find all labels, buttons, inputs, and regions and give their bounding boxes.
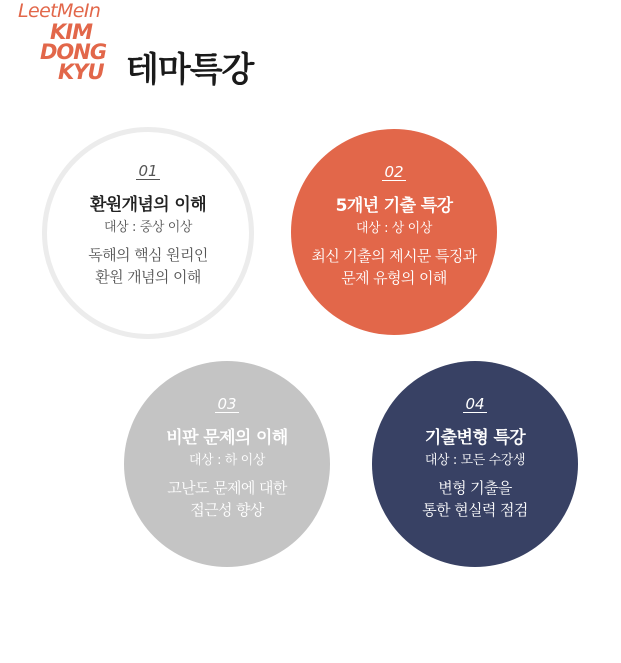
course-title: 5개년 기출 특강 bbox=[335, 196, 453, 216]
course-target: 대상 : 하 이상 bbox=[189, 453, 265, 468]
course-title: 환원개념의 이해 bbox=[89, 195, 207, 215]
course-number: 02 bbox=[384, 163, 404, 181]
course-number: 04 bbox=[465, 395, 485, 413]
course-description: 변형 기출을 통한 현실력 점검 bbox=[422, 479, 528, 519]
course-number: 01 bbox=[138, 162, 158, 180]
course-target: 대상 : 모든 수강생 bbox=[424, 453, 526, 468]
logo-kyu: KYU bbox=[58, 60, 104, 84]
page-title: 테마특강 bbox=[126, 50, 254, 90]
course-target: 대상 : 중상 이상 bbox=[103, 220, 193, 235]
course-card-3 bbox=[124, 361, 330, 567]
logo-leetmein: LeetMeIn bbox=[18, 0, 101, 22]
course-description: 최신 기출의 제시문 특징과 문제 유형의 이해 bbox=[311, 247, 477, 287]
course-card-2 bbox=[291, 129, 497, 335]
course-title: 비판 문제의 이해 bbox=[166, 428, 288, 448]
course-card-4 bbox=[372, 361, 578, 567]
brand-logo bbox=[18, 2, 106, 82]
course-card-1 bbox=[42, 127, 254, 339]
course-target: 대상 : 상 이상 bbox=[356, 221, 432, 236]
course-title: 기출변형 특강 bbox=[424, 428, 526, 448]
course-number: 03 bbox=[217, 395, 237, 413]
course-description: 독해의 핵심 원리인 환원 개념의 이해 bbox=[88, 246, 208, 286]
course-description: 고난도 문제에 대한 접근성 향상 bbox=[167, 479, 287, 519]
logo-dong: DONG bbox=[40, 40, 107, 64]
logo-kim: KIM bbox=[50, 20, 92, 44]
